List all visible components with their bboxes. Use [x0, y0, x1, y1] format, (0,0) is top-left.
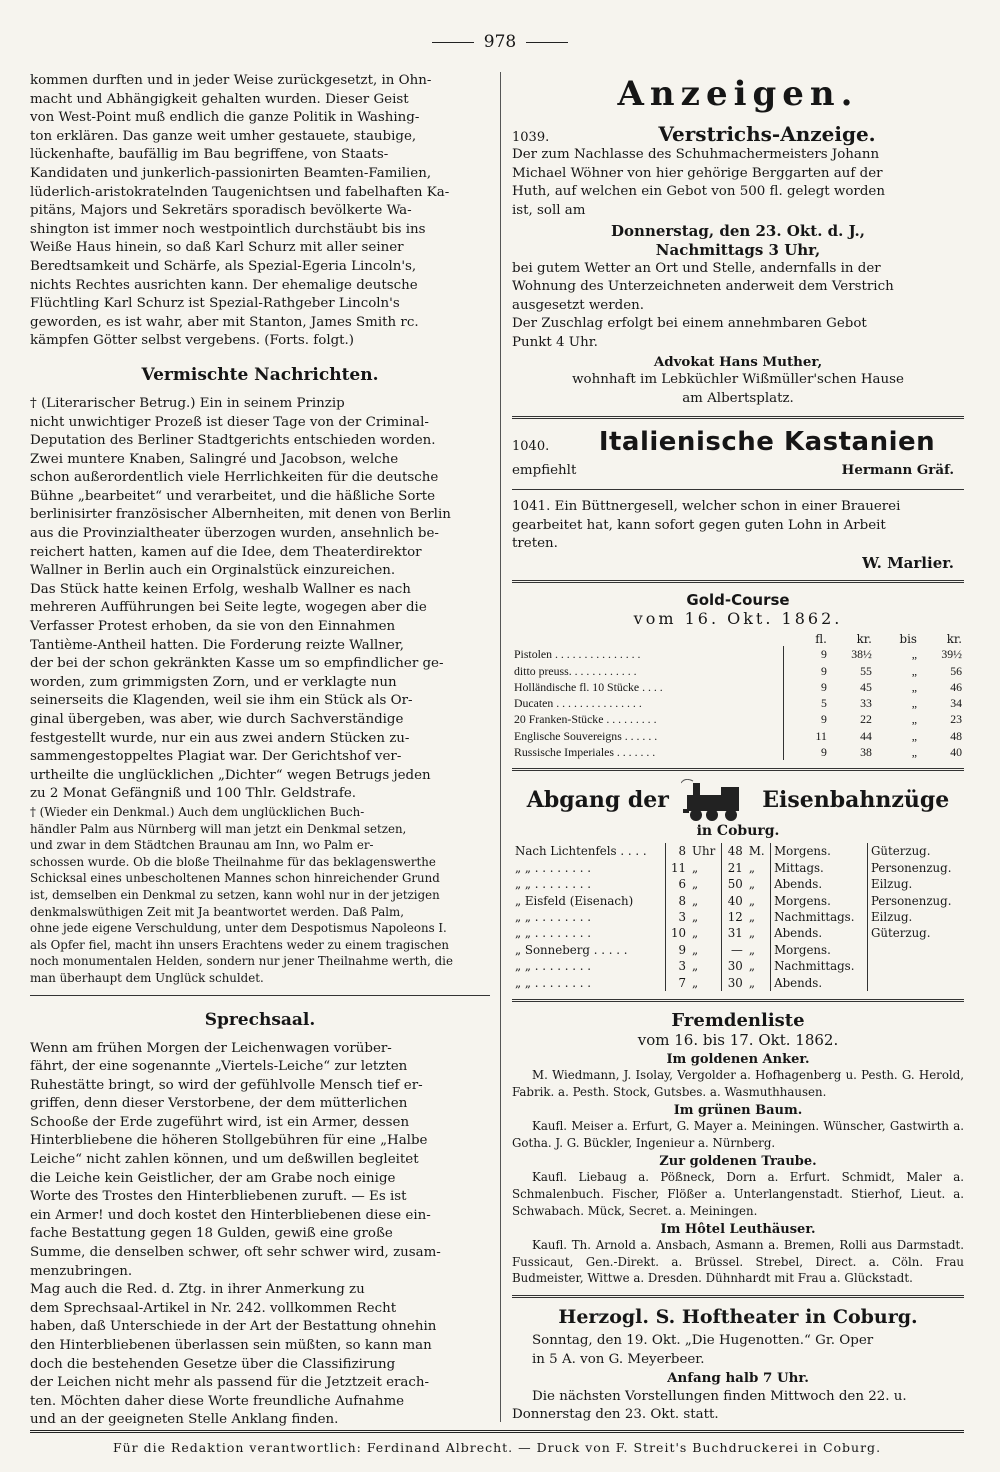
railway-cell: „ [692, 959, 699, 974]
railway-row [512, 958, 964, 974]
railway-cell: „ [748, 942, 755, 957]
right-column [512, 72, 964, 1425]
text-line: als Opfer fiel, macht ihn unsers Erachtens weder zu einem tragischen [30, 937, 450, 952]
railway-cell: Morgens. [771, 893, 868, 909]
ad-time: Nachmittags 3 Uhr, [655, 240, 821, 259]
gold-cell: 9 [783, 663, 829, 679]
railway-cell: 8 [665, 843, 689, 859]
page-number-text: 978 [483, 32, 517, 52]
article-wieder-ein-denkmal [30, 804, 490, 987]
gold-head-fl: fl. [815, 632, 827, 647]
railway-cell: „ [748, 975, 755, 990]
divider [512, 489, 964, 490]
fremden-hotel: Im goldenen Anker. [666, 1052, 810, 1068]
gold-cell: 56 [950, 663, 962, 678]
railway-cell: Morgens. [771, 843, 868, 859]
railway-cell: „ „ . . . . . . . . [515, 877, 591, 892]
fremden-guests: M. Wiedmann, J. Isolay, Vergolder a. Hofhagenberg u. Pesth. G. Herold, Fabrik. a. Pesth. Stock, Gutsbes. a. Wasmuthhausen. [512, 1068, 964, 1099]
gold-cell: Englische Souvereigns . . . . . . [514, 728, 658, 743]
text-line: macht und Abhängigkeit gehalten wurden. Dieser Geist [30, 91, 409, 107]
railway-row [512, 975, 964, 991]
text-line: ton erklären. Das ganze weit umher gestauete, staubige, [30, 128, 417, 144]
ad-signature-place: am Albertsplatz. [682, 390, 794, 406]
railway-cell: „ „ . . . . . . . . [515, 975, 591, 990]
text-line: urtheilte die unglücklichen „Dichter“ wegen Betrugs jeden [30, 767, 431, 783]
railway-cell: „ [692, 909, 699, 924]
article-literarischer-betrug [30, 395, 490, 804]
page-number-dash-right [526, 42, 568, 43]
gold-cell: 20 Franken-Stücke . . . . . . . . . [514, 712, 657, 727]
railway-cell: „ Eisfeld (Eisenach) [515, 893, 634, 908]
railway-cell: „ [692, 893, 699, 908]
text-line: von West-Point muß endlich die ganze Politik in Washing- [30, 110, 420, 126]
ad-1039 [512, 122, 964, 408]
railway-cell: „ Sonneberg . . . . . [515, 942, 628, 957]
railway-title-right: Eisenbahnzüge [762, 787, 950, 814]
railway-row [512, 860, 964, 876]
railway-cell: 31 [722, 925, 746, 941]
text-line: schossen wurde. Ob die bloße Theilnahme für das beklagenswerthe [30, 854, 436, 869]
left-column [30, 72, 490, 1430]
text-line: berlinisirter französischer Albernheiten, mit denen von Berlin [30, 507, 451, 523]
text-line: Weiße Haus hinein, so daß Karl Schurz mit aller seiner [30, 240, 404, 256]
gold-subtitle: vom 16. Okt. 1862. [633, 609, 843, 629]
text-line: Ruhestätte bringt, so wird der gefühlvolle Mensch tief er- [30, 1077, 423, 1093]
section-title-anzeigen: Anzeigen. [617, 74, 859, 114]
railway-cell: 10 [665, 925, 689, 941]
text-line: der bei der schon gekränkten Kasse um so empfindlicher ge- [30, 656, 444, 672]
text-line: Wallner in Berlin auch ein Orginalstück einzureichen. [30, 563, 396, 579]
ad-1039-header [512, 122, 964, 146]
railway-cell: 30 [722, 975, 746, 991]
railway-cell: Uhr [692, 844, 716, 859]
railway-cell: 40 [722, 893, 746, 909]
fremden-title: Fremdenliste [671, 1010, 805, 1032]
gold-head-kr: kr. [856, 632, 872, 647]
gold-cell: „ [911, 663, 917, 678]
text-line: denkmalswüthigen Zeit mit Ja beantwortet werden. Daß Palm, [30, 904, 404, 919]
railway-cell: 3 [665, 909, 689, 925]
fremdenliste [512, 1010, 964, 1287]
divider [512, 416, 964, 419]
gold-row [512, 711, 964, 727]
gold-table [512, 632, 964, 760]
text-line: man überhaupt dem Unglück schuldet. [30, 970, 264, 985]
gold-cell: Russische Imperiales . . . . . . . [514, 745, 656, 760]
text-line: worden, zum grimmigsten Zorn, und er verklagte nun [30, 674, 397, 690]
text-line: griffen, denn dieser Verstorbene, der dem mütterlichen [30, 1096, 408, 1112]
gold-row [512, 695, 964, 711]
fremden-hotel: Zur goldenen Traube. [659, 1154, 817, 1170]
ad-1039-text-2 [512, 260, 964, 353]
text-line: noch monumentalen Helden, sondern nur jener Theilnahme werth, die [30, 954, 453, 969]
text-line: fache Bestattung gegen 18 Gulden, gewiß eine große [30, 1226, 393, 1242]
gold-cell: 45 [860, 679, 872, 694]
fremden-hotel: Im grünen Baum. [673, 1103, 803, 1119]
railway-cell: „ „ . . . . . . . . [515, 860, 591, 875]
gold-cell: „ [911, 696, 917, 711]
gold-row [512, 663, 964, 679]
railway-cell: Güterzug. [867, 843, 964, 859]
railway-cell: „ [748, 959, 755, 974]
text-line: dem Sprechsaal-Artikel in Nr. 242. vollkommen Recht [30, 1300, 397, 1316]
gold-row [512, 679, 964, 695]
gold-cell: ditto preuss. . . . . . . . . . . . [514, 663, 637, 678]
text-line: aus die Provinzialtheater überzogen wurden, ansehnlich be- [30, 526, 439, 542]
gold-table-body [512, 646, 964, 760]
text-line: reichert hatten, kamen auf die Idee, dem Theaterdirektor [30, 544, 422, 560]
text-line: Hinterbliebene die höheren Stollgebühren für eine „Halbe [30, 1133, 428, 1149]
railway-cell [867, 975, 964, 991]
text-line: doch die bestehenden Gesetze über die Classifizirung [30, 1356, 396, 1372]
railway-cell: 3 [665, 958, 689, 974]
divider [512, 768, 964, 771]
railway-cell: „ [692, 975, 699, 990]
divider [512, 1295, 964, 1298]
theater-line: Die nächsten Vorstellungen finden Mittwoch den 22. u. [532, 1388, 907, 1404]
text-line: Bühne „bearbeitet“ und verarbeitet, und die häßliche Sorte [30, 488, 436, 504]
railway-row [512, 942, 964, 958]
railway-cell: Güterzug. [867, 925, 964, 941]
text-line: ten. Möchten daher diese Worte freundliche Aufnahme [30, 1393, 405, 1409]
railway-cell: „ [748, 909, 755, 924]
railway-cell: Personenzug. [867, 860, 964, 876]
railway-cell: Eilzug. [867, 876, 964, 892]
railway-row [512, 925, 964, 941]
gold-cell: Holländische fl. 10 Stücke . . . . [514, 679, 663, 694]
railway-cell: „ [692, 877, 699, 892]
text-line: geworden, es ist wahr, aber mit Stanton, James Smith rc. [30, 314, 419, 330]
fremden-guests: Kaufl. Liebaug a. Pößneck, Dorn a. Erfurt. Schmidt, Maler a. Schmalenbuch. Fischer, Flößer a. Unterlangenstadt. Stierhof, Lieut. a. Schwabach. Mück, Secret. a. Meiningen. [512, 1170, 964, 1218]
section-title-sprechsaal: Sprechsaal. [204, 1009, 316, 1030]
text-line: ist, demselben ein Denkmal zu setzen, kann wohl nur in der jetzigen [30, 887, 440, 902]
railway-cell: Abends. [771, 876, 868, 892]
gold-cell: „ [911, 679, 917, 694]
railway-cell [867, 958, 964, 974]
railway-row [512, 893, 964, 909]
text-line: Schicksal eines unbescholtenen Mannes schon hinreichender Grund [30, 871, 440, 886]
text-line: ein Armer! und doch kostet den Hinterbliebenen diese ein- [30, 1207, 431, 1223]
gold-cell: 23 [950, 712, 962, 727]
text-line: seinerseits die Klagenden, weil sie ihm ein Stück als Or- [30, 693, 413, 709]
railway-cell: Nach Lichtenfels . . . . [515, 844, 647, 859]
gold-cell: 39½ [941, 647, 962, 662]
text-line: Schooße der Erde zugeführt wird, ist ein Armer, dessen [30, 1114, 410, 1130]
text-line: mehreren Aufführungen bei Seite legte, wogegen aber die [30, 600, 427, 616]
page-number-dash-left [432, 42, 474, 43]
railway-cell: 11 [665, 860, 689, 876]
gold-cell: „ [911, 745, 917, 760]
text-line: die Leiche kein Geistlicher, der am Grabe noch einige [30, 1170, 396, 1186]
text-line: shington ist immer noch westpointlich durchstäubt bis ins [30, 221, 426, 237]
text-line: ausgesetzt werden. [512, 297, 645, 313]
text-line: festgestellt wurde, nur ein aus zwei andern Stücken zu- [30, 730, 410, 746]
text-line: haben, daß Unterschiede in der Art der Bestattung ohnehin [30, 1319, 437, 1335]
text-line: Wohnung des Unterzeichneten anderweit dem Verstrich [512, 279, 894, 295]
text-line: fährt, der eine sogenannte „Viertels-Leiche“ zur letzten [30, 1059, 408, 1075]
gold-cell: Pistolen . . . . . . . . . . . . . . . [514, 647, 641, 662]
gold-cell: 48 [950, 728, 962, 743]
railway-cell: „ „ . . . . . . . . [515, 926, 591, 941]
theater-line: Sonntag, den 19. Okt. „Die Hugenotten.“ Gr. Oper [532, 1332, 874, 1348]
railway-table [512, 843, 964, 991]
ad-title: Verstrichs-Anzeige. [658, 122, 876, 146]
railway-cell: Morgens. [771, 942, 868, 958]
gold-cell: 9 [783, 679, 829, 695]
railway-cell: „ [692, 926, 699, 941]
text-line: Flüchtling Karl Schurz ist Spezial-Rathgeber Lincoln's [30, 296, 400, 312]
railway-subtitle: in Coburg. [696, 823, 780, 840]
text-line: Der Zuschlag erfolgt bei einem annehmbaren Gebot [512, 316, 867, 332]
text-line: pitäns, Majors und Sekretärs sporadisch bevölkerte Wa- [30, 203, 412, 219]
railway-cell: Nachmittags. [771, 958, 868, 974]
gold-cell: „ [911, 712, 917, 727]
railway-cell: 8 [665, 893, 689, 909]
text-line: ohne jede eigene Verschuldung, unter dem Despotismus Napoleons I. [30, 921, 447, 936]
railway-cell: „ [748, 877, 755, 892]
ad-1040 [512, 427, 964, 481]
ad-title: Italienische Kastanien [598, 427, 936, 458]
railway-row [512, 909, 964, 925]
text-line: Leiche“ nicht zahlen können, und um deßwillen begleitet [30, 1152, 419, 1168]
text-line: kämpfen Götter selbst vergebens. (Forts. folgt.) [30, 333, 355, 349]
theater-line: in 5 A. von G. Meyerbeer. [532, 1351, 705, 1367]
ad-1040-header [512, 427, 964, 457]
gold-cell: 40 [950, 745, 962, 760]
gold-row [512, 646, 964, 662]
text-line: den Hinterbliebenen überlassen sein müßten, so kann man [30, 1338, 432, 1353]
text-line: Der zum Nachlasse des Schuhmachermeisters Johann [512, 147, 880, 162]
railway-cell: M. [748, 844, 765, 859]
text-line: händler Palm aus Nürnberg will man jetzt ein Denkmal setzen, [30, 821, 407, 836]
fremden-body [512, 1052, 964, 1287]
railway-cell: „ [692, 942, 699, 957]
gold-head-row [512, 632, 964, 646]
text-line: gearbeitet hat, kann sofort gegen guten Lohn in Arbeit [512, 517, 886, 533]
ad-1040-footer [512, 461, 964, 481]
text-line: Das Stück hatte keinen Erfolg, weshalb Wallner es nach [30, 581, 411, 597]
railway-cell: 9 [665, 942, 689, 958]
locomotive-icon [681, 779, 751, 823]
text-line: 1041. Ein Büttnergesell, welcher schon in einer Brauerei [512, 498, 901, 514]
ad-signature: W. Marlier. [862, 553, 954, 572]
railway-cell: Eilzug. [867, 909, 964, 925]
railway-cell: — [722, 942, 746, 958]
gold-table-head [512, 632, 964, 646]
footer-imprint: Für die Redaktion verantwortlich: Ferdinand Albrecht. — Druck von F. Streit's Buchdruckerei in Coburg. [112, 1440, 882, 1455]
railway-cell: 21 [722, 860, 746, 876]
ad-signature: Advokat Hans Muther, [653, 353, 823, 370]
ad-1041-text [512, 498, 964, 554]
gold-head-kr2: kr. [946, 632, 962, 647]
gold-cell: 9 [783, 646, 829, 662]
gold-cell: Ducaten . . . . . . . . . . . . . . . [514, 696, 642, 711]
text-line: Punkt 4 Uhr. [512, 334, 598, 350]
railway-cell [867, 942, 964, 958]
gold-cell: 11 [783, 728, 829, 744]
railway-cell: 6 [665, 876, 689, 892]
railway-row [512, 843, 964, 859]
text-line: nichts Rechtes ausrichten kann. Der ehemalige deutsche [30, 277, 418, 293]
gold-row [512, 744, 964, 760]
text-line: bei gutem Wetter an Ort und Stelle, andernfalls in der [512, 260, 881, 276]
gold-cell: 9 [783, 711, 829, 727]
ad-1041 [512, 498, 964, 572]
divider [30, 995, 490, 996]
text-line: kommen durften und in jeder Weise zurückgesetzt, in Ohn- [30, 73, 432, 88]
railway-cell: 50 [722, 876, 746, 892]
theater-line: Donnerstag den 23. Okt. statt. [512, 1407, 719, 1423]
footer-rule [30, 1430, 964, 1433]
theater-title: Herzogl. S. Hoftheater in Coburg. [558, 1305, 918, 1328]
railway-title-left: Abgang der [526, 787, 669, 814]
text-line: Verfasser Protest erhoben, da sie von den Einnahmen [30, 619, 396, 635]
gold-cell: „ [911, 728, 917, 743]
page-number [0, 32, 1000, 52]
fremden-guests: Kaufl. Th. Arnold a. Ansbach, Asmann a. Bremen, Rolli aus Darmstadt. Fussicaut, Gen.-Direkt. a. Brüssel. Strebel, Direct. a. Cöln. Frau Budmeister, Wittwe a. Dresden. Dühnhardt mit Frau a. Glückstadt. [512, 1238, 964, 1286]
theater [512, 1306, 964, 1425]
text-line: menzubringen. [30, 1263, 133, 1279]
column-divider [500, 72, 501, 1422]
ad-date: Donnerstag, den 23. Okt. d. J., [611, 222, 865, 241]
ad-signature-address: wohnhaft im Lebküchler Wißmüller'schen Hause [572, 372, 904, 388]
fremden-guests: Kaufl. Meiser a. Erfurt, G. Mayer a. Meiningen. Wünscher, Gastwirth a. Gotha. J. G. Bückler, Ingenieur a. Nürnberg. [512, 1119, 964, 1150]
divider [512, 580, 964, 583]
text-line: † (Wieder ein Denkmal.) Auch dem unglücklichen Buch- [30, 804, 365, 819]
text-line: Michael Wöhner von hier gehörige Berggarten auf der [512, 165, 883, 181]
article-continuation [30, 72, 490, 351]
text-line: lückenhafte, baufällig im Bau begriffene, von Staats- [30, 147, 389, 163]
railway-cell: „ „ . . . . . . . . [515, 909, 591, 924]
ad-1039-text [512, 146, 964, 220]
gold-cell: 38 [860, 745, 872, 760]
gold-head-blank [512, 632, 783, 646]
text-line: schon außerordentlich viele Herrlichkeiten für die deutsche [30, 470, 439, 486]
railway-cell: „ [748, 893, 755, 908]
railway-cell: 48 [722, 843, 746, 859]
railway-cell: Personenzug. [867, 893, 964, 909]
railway-cell: 30 [722, 958, 746, 974]
gold-row [512, 728, 964, 744]
text-line: † (Literarischer Betrug.) Ein in seinem Prinzip [30, 395, 345, 411]
text-line: Deputation des Berliner Stadtgerichts entschieden worden. [30, 433, 436, 449]
text-line: nicht unwichtiger Prozeß ist dieser Tage von der Criminal- [30, 414, 429, 430]
gold-cell: 33 [860, 696, 872, 711]
railway-cell: Abends. [771, 975, 868, 991]
railway-row [512, 876, 964, 892]
text-line: Tantième-Antheil hatten. Die Forderung reizte Wallner, [30, 637, 405, 653]
ad-text: empfiehlt [512, 463, 577, 479]
article-sprechsaal [30, 1040, 490, 1430]
railway-cell: 7 [665, 975, 689, 991]
gold-title: Gold-Course [686, 591, 790, 610]
text-line: der Leichen nicht mehr als passend für die Jetztzeit erach- [30, 1375, 430, 1391]
ad-signature: Hermann Gräf. [841, 462, 954, 479]
gold-cell: 9 [783, 744, 829, 760]
gold-course [512, 591, 964, 760]
gold-cell: 34 [950, 696, 962, 711]
theater-start: Anfang halb 7 Uhr. [667, 1370, 809, 1387]
text-line: treten. [512, 536, 558, 552]
gold-cell: 22 [860, 712, 872, 727]
fremden-hotel: Im Hôtel Leuthäuser. [660, 1222, 816, 1238]
railway-cell: „ [748, 860, 755, 875]
railway-schedule [512, 779, 964, 991]
railway-cell: Mittags. [771, 860, 868, 876]
gold-cell: 38½ [851, 647, 872, 662]
text-line: ist, soll am [512, 202, 586, 218]
ad-number: 1039. [512, 130, 550, 145]
section-title-vermischte: Vermischte Nachrichten. [141, 364, 379, 385]
text-line: und zwar in dem Städtchen Braunau am Inn, wo Palm er- [30, 838, 374, 853]
gold-cell: 44 [860, 728, 872, 743]
divider [512, 999, 964, 1002]
text-line: Mag auch die Red. d. Ztg. in ihrer Anmerkung zu [30, 1282, 365, 1298]
railway-cell: 12 [722, 909, 746, 925]
gold-cell: 55 [860, 663, 872, 678]
gold-cell: 46 [950, 679, 962, 694]
text-line: Worte des Trostes den Hinterbliebenen zuruft. — Es ist [30, 1189, 407, 1205]
railway-title [512, 779, 964, 823]
ad-number: 1040. [512, 439, 550, 455]
railway-cell: Nachmittags. [771, 909, 868, 925]
gold-cell: 5 [783, 695, 829, 711]
text-line: Zwei muntere Knaben, Salingré und Jacobson, welche [30, 451, 399, 467]
railway-cell: „ [692, 860, 699, 875]
text-line: Beredtsamkeit und Schärfe, als Spezial-Egeria Lincoln's, [30, 258, 417, 274]
text-line: Wenn am frühen Morgen der Leichenwagen vorüber- [30, 1040, 392, 1056]
text-line: ginal übergeben, was aber, wie durch Sachverständige [30, 712, 404, 727]
text-line: sammengestoppeltes Plagiat war. Der Gerichtshof ver- [30, 749, 402, 765]
gold-head-bis: bis [899, 632, 917, 647]
text-line: und an der geeigneten Stelle Anklang finden. [30, 1412, 339, 1428]
railway-cell: „ „ . . . . . . . . [515, 959, 591, 974]
text-line: Kandidaten und junkerlich-passionirten Beamten-Familien, [30, 165, 432, 181]
railway-cell: Abends. [771, 925, 868, 941]
fremden-subtitle: vom 16. bis 17. Okt. 1862. [637, 1031, 839, 1050]
text-line: zu 2 Monat Gefängniß und 100 Thlr. Geldstrafe. [30, 786, 357, 802]
text-line: Huth, auf welchen ein Gebot von 500 fl. gelegt worden [512, 184, 885, 200]
gold-cell: „ [911, 647, 917, 662]
text-line: lüderlich-aristokratelnden Taugenichtsen und fabelhaften Ka- [30, 184, 450, 200]
railway-table-body [512, 843, 964, 991]
railway-cell: „ [748, 926, 755, 941]
text-line: Summe, die denselben schwer, oft sehr schwer wird, zusam- [30, 1245, 441, 1261]
